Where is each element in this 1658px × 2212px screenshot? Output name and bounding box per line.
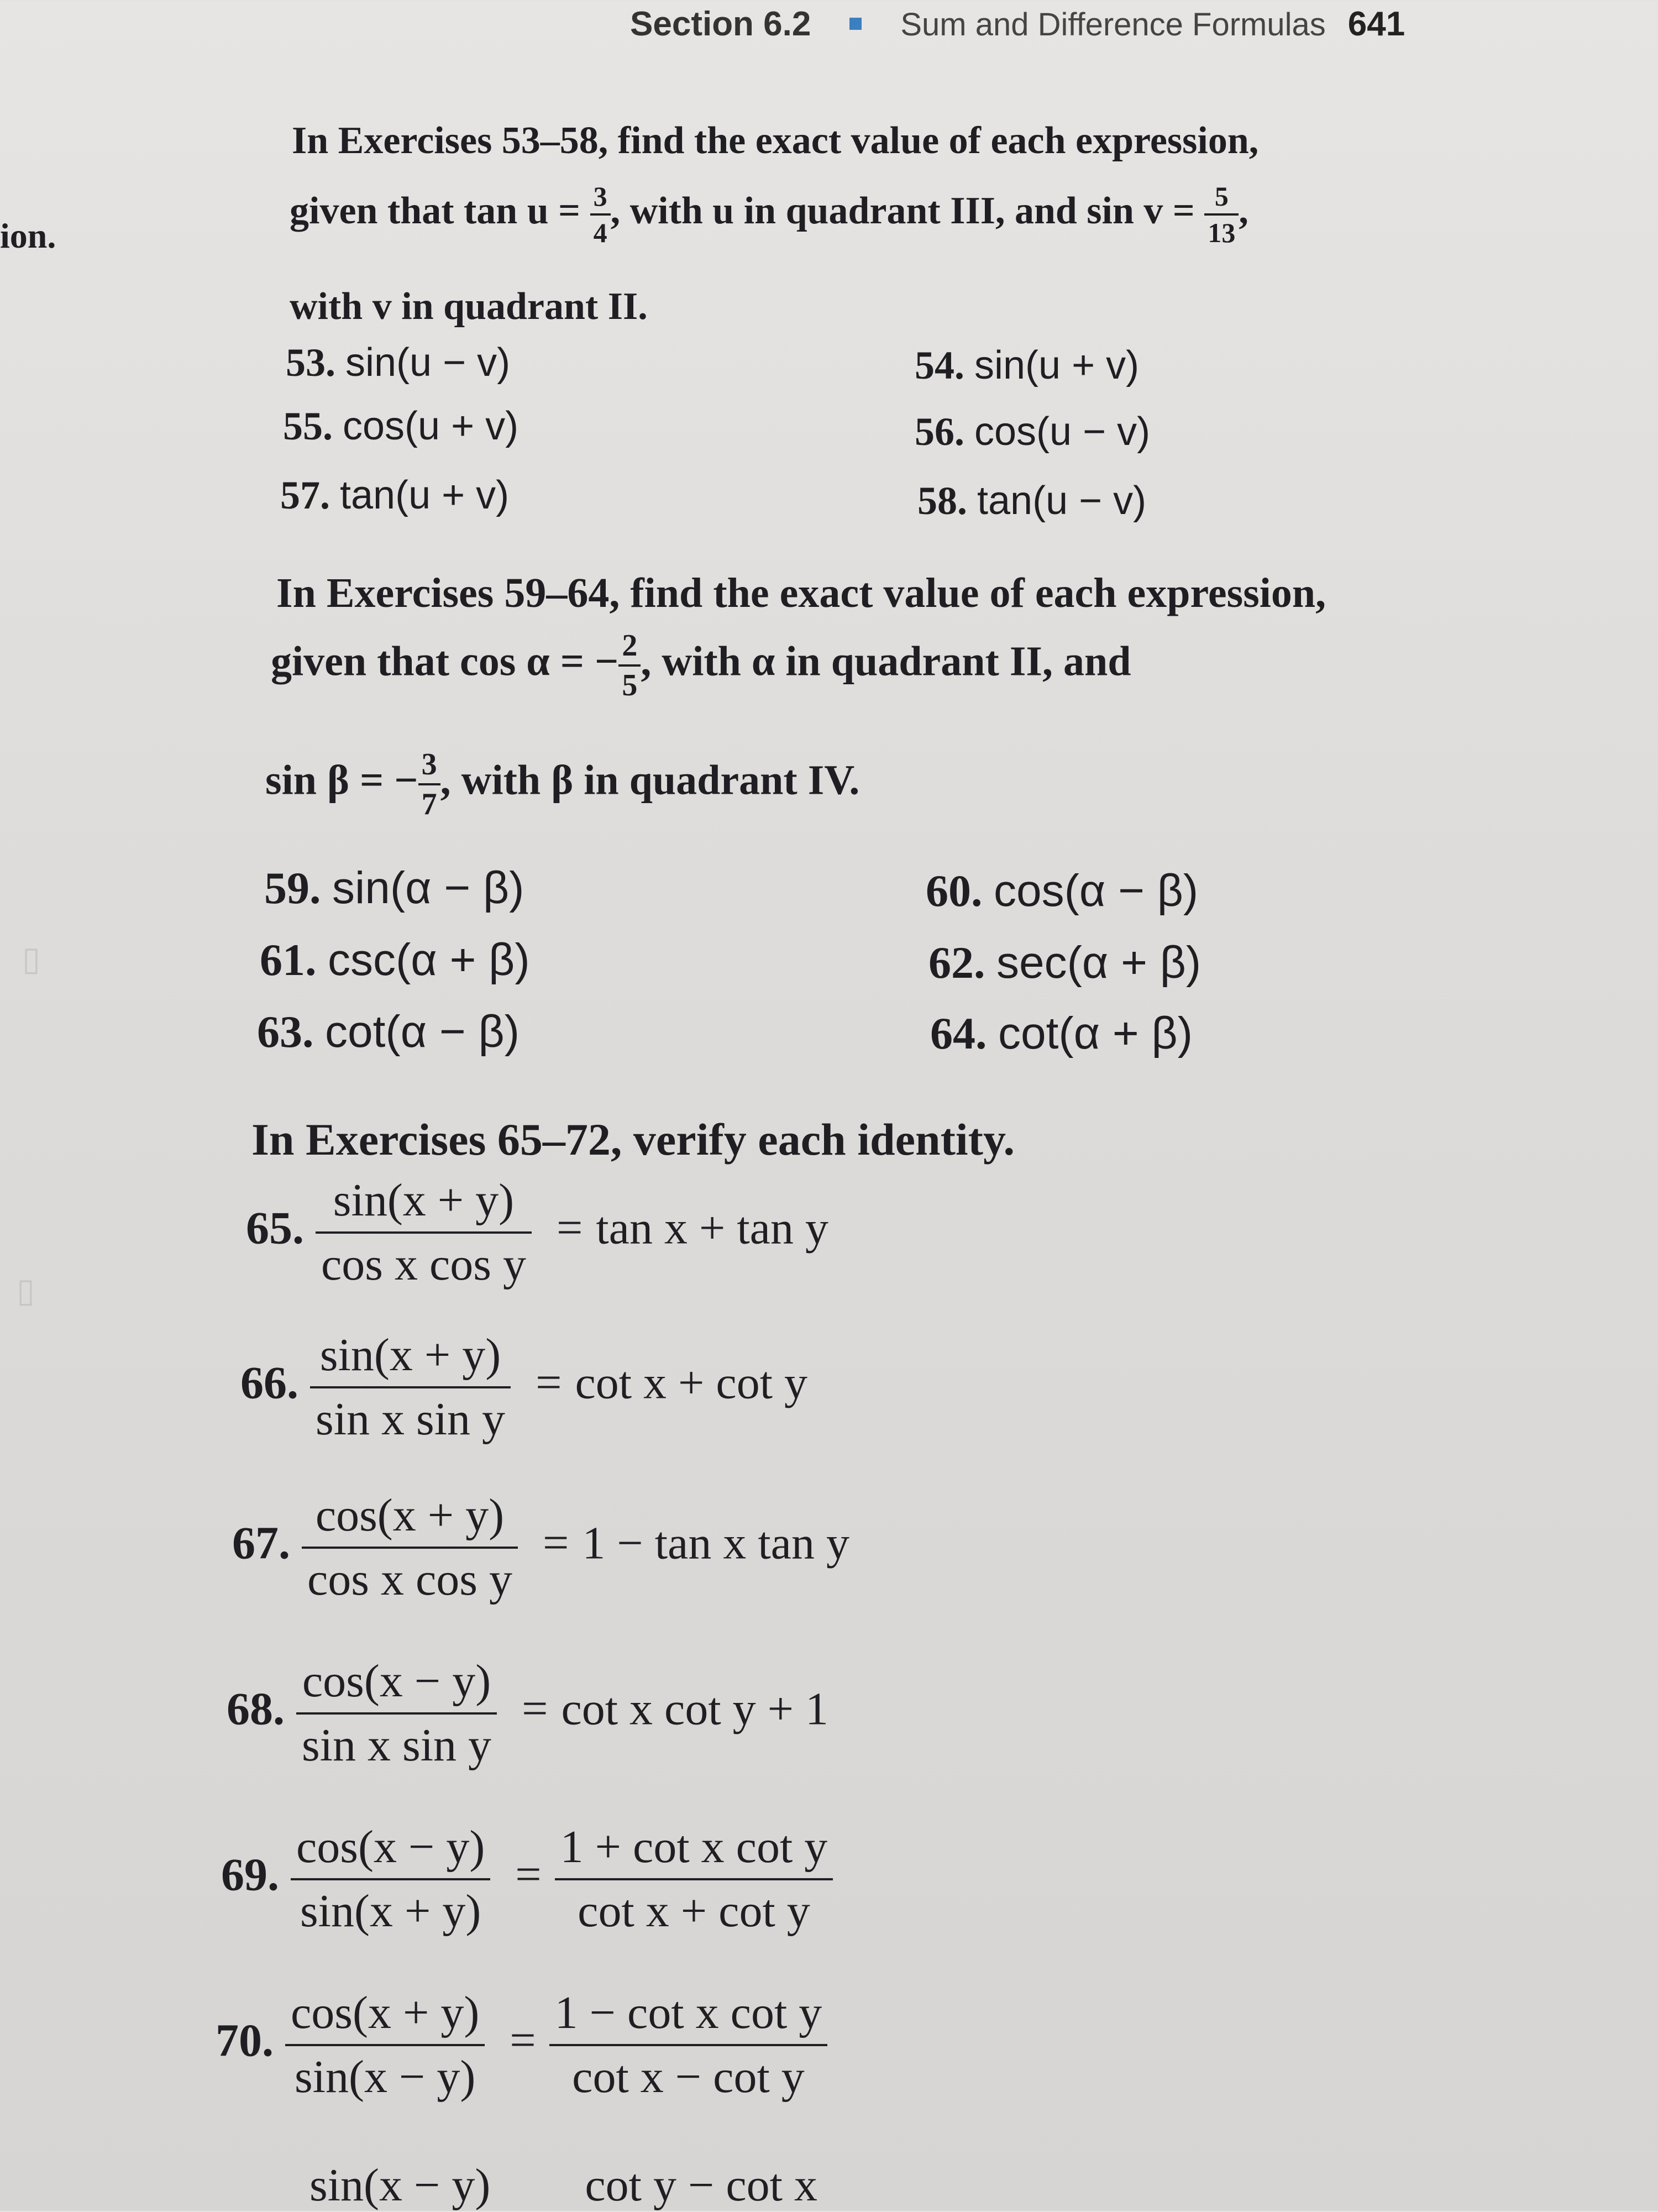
section-label: Section 6.2 [630, 5, 811, 43]
given-tan: given that tan u = [290, 190, 581, 233]
exercise-57: 57. tan(u + v) [280, 473, 510, 517]
fraction-sin-beta: $\frac{3}{7}$ [418, 749, 440, 820]
exercise-53: 53. sin(u − v) [286, 340, 511, 385]
exercise-64: 64. cot(α + β) [930, 1008, 1193, 1058]
identity-65: 65. $\frac{\sin(x + y)}{\text{cos x cos y}}$ = tan x + tan y [246, 1175, 828, 1290]
identity-66: 66. $\frac{\sin(x + y)}{\text{sin x sin y}}$ = cot x + cot y [240, 1329, 808, 1445]
exercise-61: 61. csc(α + β) [260, 935, 530, 985]
identity-70: 70. $\frac{\cos(x + y)}{\sin(x - y)}$ = $\frac{\text{1 − cot x cot y}}{\text{cot x − cot y}}$ [216, 1990, 827, 2100]
instruction-53-58: In Exercises 53–58, find the exact value of each expression, [292, 119, 1259, 162]
identity-rhs: $\frac{\text{1 + cot x cot y}}{\text{cot x + cot y}}$ [555, 1824, 833, 1935]
section-topic: Sum and Difference Formulas [900, 7, 1326, 43]
exercise-56: 56. cos(u − v) [915, 410, 1151, 454]
margin-text: ion. [0, 216, 56, 255]
exercise-58: 58. tan(u − v) [917, 479, 1147, 523]
exercise-62: 62. sec(α + β) [928, 937, 1201, 988]
identity-68: 68. $\frac{\cos(x - y)}{\text{sin x sin y}}$ = cot x cot y + 1 [227, 1655, 829, 1771]
identity-lhs: $\frac{\cos(x + y)}{\text{cos x cos y}}$ [302, 1492, 518, 1603]
fraction-sin: $\frac{5}{13}$ [1204, 182, 1239, 247]
identity-lhs: $\frac{\cos(x + y)}{\sin(x - y)}$ [285, 1990, 485, 2100]
exercise-59: 59. sin(α − β) [264, 863, 524, 913]
section-bullet-icon [849, 18, 862, 30]
exercise-54: 54. sin(u + v) [915, 343, 1140, 387]
fraction-cos: $\frac{2}{5}$ [618, 630, 641, 701]
exercise-63: 63. cot(α − β) [257, 1007, 520, 1057]
page-header [630, 4, 1405, 44]
identity-lhs: $\frac{\sin(x + y)}{\text{sin x sin y}}$ [310, 1332, 511, 1443]
identity-rhs: $\frac{\text{1 − cot x cot y}}{\text{cot x − cot y}}$ [549, 1990, 828, 2100]
identity-67: 67. $\frac{\cos(x + y)}{\text{cos x cos y}}$ = 1 − tan x tan y [232, 1490, 849, 1605]
given-sin-beta: sin β = − $\frac{3}{7}$ , with β in quadrant IV. [265, 747, 860, 821]
identity-71-partial: sin(x − y) cot y − cot x [309, 2159, 817, 2211]
exercise-60: 60. cos(α − β) [926, 866, 1199, 916]
identity-lhs: $\frac{\sin(x + y)}{\text{cos x cos y}}$ [316, 1177, 532, 1288]
identity-rhs: 1 − tan x tan y [582, 1517, 849, 1569]
given-quadrant: with v in quadrant II. [290, 285, 648, 328]
given-mid: , with u in quadrant III, and sin v = [610, 190, 1195, 233]
page-number: 641 [1347, 5, 1405, 43]
identity-rhs: cot x + cot y [575, 1357, 808, 1409]
instruction-59-64: In Exercises 59–64, find the exact value of each expression, [276, 570, 1326, 616]
identity-69: 69. $\frac{\cos(x - y)}{\sin(x + y)}$ = $\frac{\text{1 + cot x cot y}}{\text{cot x + cot y}}$ [221, 1824, 833, 1935]
identity-rhs: cot x cot y + 1 [561, 1683, 829, 1735]
exercise-55: 55. cos(u + v) [283, 404, 519, 448]
given-59-64: given that cos α = − $\frac{2}{5}$ , with α in quadrant II, and [271, 628, 1131, 703]
identity-lhs: $\frac{\cos(x - y)}{\sin(x + y)}$ [291, 1824, 490, 1935]
bleed-through-mark: ▯ [17, 1272, 35, 1309]
bleed-through-mark: ▯ [22, 941, 41, 977]
identity-rhs: tan x + tan y [596, 1202, 828, 1254]
fraction-tan: $\frac{3}{4}$ [590, 182, 611, 247]
instruction-65-72: In Exercises 65–72, verify each identity. [251, 1114, 1015, 1165]
given-53-58: given that tan u = $\frac{3}{4}$ , with u in quadrant III, and sin v = $\frac{5}{13}$ , [290, 181, 1248, 248]
identity-lhs: $\frac{\cos(x - y)}{\text{sin x sin y}}$ [296, 1658, 497, 1769]
